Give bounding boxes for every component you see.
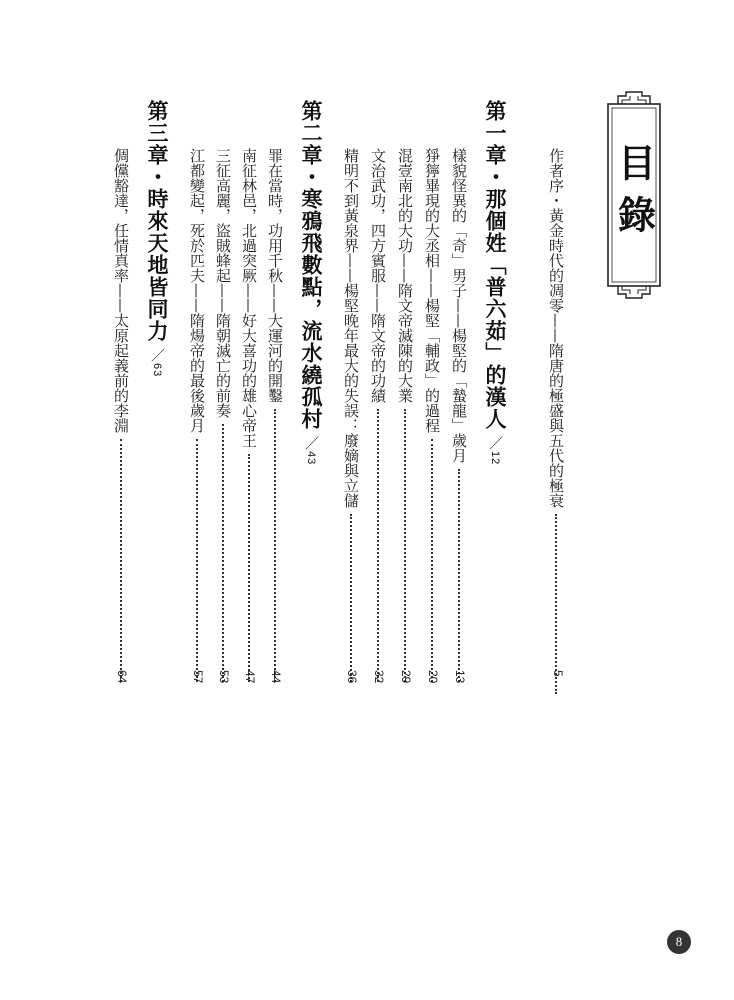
chapter-slash: ／	[149, 348, 165, 363]
toc-entry-preface[interactable]	[548, 148, 563, 700]
leader-dots	[555, 514, 557, 694]
entry-text: 罪在當時，功用千秋——大運河的開鑿	[266, 148, 284, 403]
toc-entry[interactable]	[267, 148, 282, 688]
chapter-title: 第三章・時來天地皆同力	[145, 100, 169, 342]
entry-page: 13	[453, 670, 467, 684]
entry-page: 20	[426, 670, 440, 684]
toc-entry[interactable]	[397, 148, 412, 688]
toc-title: 目錄	[611, 143, 656, 247]
leader-dots	[120, 439, 122, 682]
toc-entry[interactable]	[343, 148, 358, 688]
chapter-heading-2[interactable]	[300, 100, 321, 465]
chapter-page: 63	[151, 363, 163, 378]
entry-text: 樣貌怪異的「奇」男子——楊堅的「蟄龍」歲月	[450, 148, 468, 463]
toc-entry[interactable]	[113, 148, 128, 688]
entry-page: 5	[551, 670, 565, 677]
entry-page: 64	[115, 670, 129, 684]
chapter-page: 12	[489, 451, 501, 466]
leader-dots	[377, 409, 379, 682]
toc-entry[interactable]	[370, 148, 385, 688]
chapter-title: 第二章・寒鴉飛數點，流水繞孤村	[299, 100, 323, 430]
entry-page: 44	[269, 670, 283, 684]
chapter-heading-3[interactable]	[146, 100, 167, 377]
leader-dots	[222, 424, 224, 682]
entry-page: 47	[243, 670, 257, 684]
chapter-title: 第一章・那個姓「普六茹」的漢人	[483, 100, 507, 430]
chapter-heading-1[interactable]	[484, 100, 505, 465]
entry-text: 猙獰畢現的大丞相——楊堅「輔政」的過程	[423, 148, 441, 433]
entry-page: 36	[345, 670, 359, 684]
entry-text: 作者序・黃金時代的凋零——隋唐的極盛與五代的極衰	[547, 148, 565, 508]
entry-text: 混壹南北的大功——隋文帝滅陳的大業	[396, 148, 414, 403]
leader-dots	[274, 409, 276, 682]
toc-entry[interactable]	[189, 148, 204, 688]
entry-text: 精明不到黃泉界——楊堅晚年最大的失誤：廢嫡與立儲	[342, 148, 360, 508]
page-number-badge: 8	[667, 930, 691, 954]
leader-dots	[248, 454, 250, 682]
toc-title-frame	[604, 90, 664, 300]
toc-entry[interactable]	[424, 148, 439, 688]
toc-entry[interactable]	[451, 148, 466, 688]
entry-text: 江都變起，死於匹夫——隋煬帝的最後歲月	[188, 148, 206, 433]
entry-text: 三征高麗，盜賊蜂起——隋朝滅亡的前奏	[214, 148, 232, 418]
entry-text: 文治武功，四方賓服——隋文帝的功績	[369, 148, 387, 403]
leader-dots	[196, 439, 198, 682]
leader-dots	[431, 439, 433, 682]
chapter-slash: ／	[303, 436, 319, 451]
leader-dots	[404, 409, 406, 682]
leader-dots	[458, 469, 460, 682]
chapter-slash: ／	[487, 436, 503, 451]
entry-page: 53	[217, 670, 231, 684]
entry-page: 57	[191, 670, 205, 684]
leader-dots	[350, 514, 352, 682]
entry-page: 32	[372, 670, 386, 684]
entry-text: 南征林邑，北過突厥——好大喜功的雄心帝王	[240, 148, 258, 448]
chapter-page: 43	[305, 451, 317, 466]
toc-entry[interactable]	[241, 148, 256, 688]
toc-entry[interactable]	[215, 148, 230, 688]
entry-page: 29	[399, 670, 413, 684]
entry-text: 倜儻豁達，任情真率——太原起義前的李淵	[112, 148, 130, 433]
